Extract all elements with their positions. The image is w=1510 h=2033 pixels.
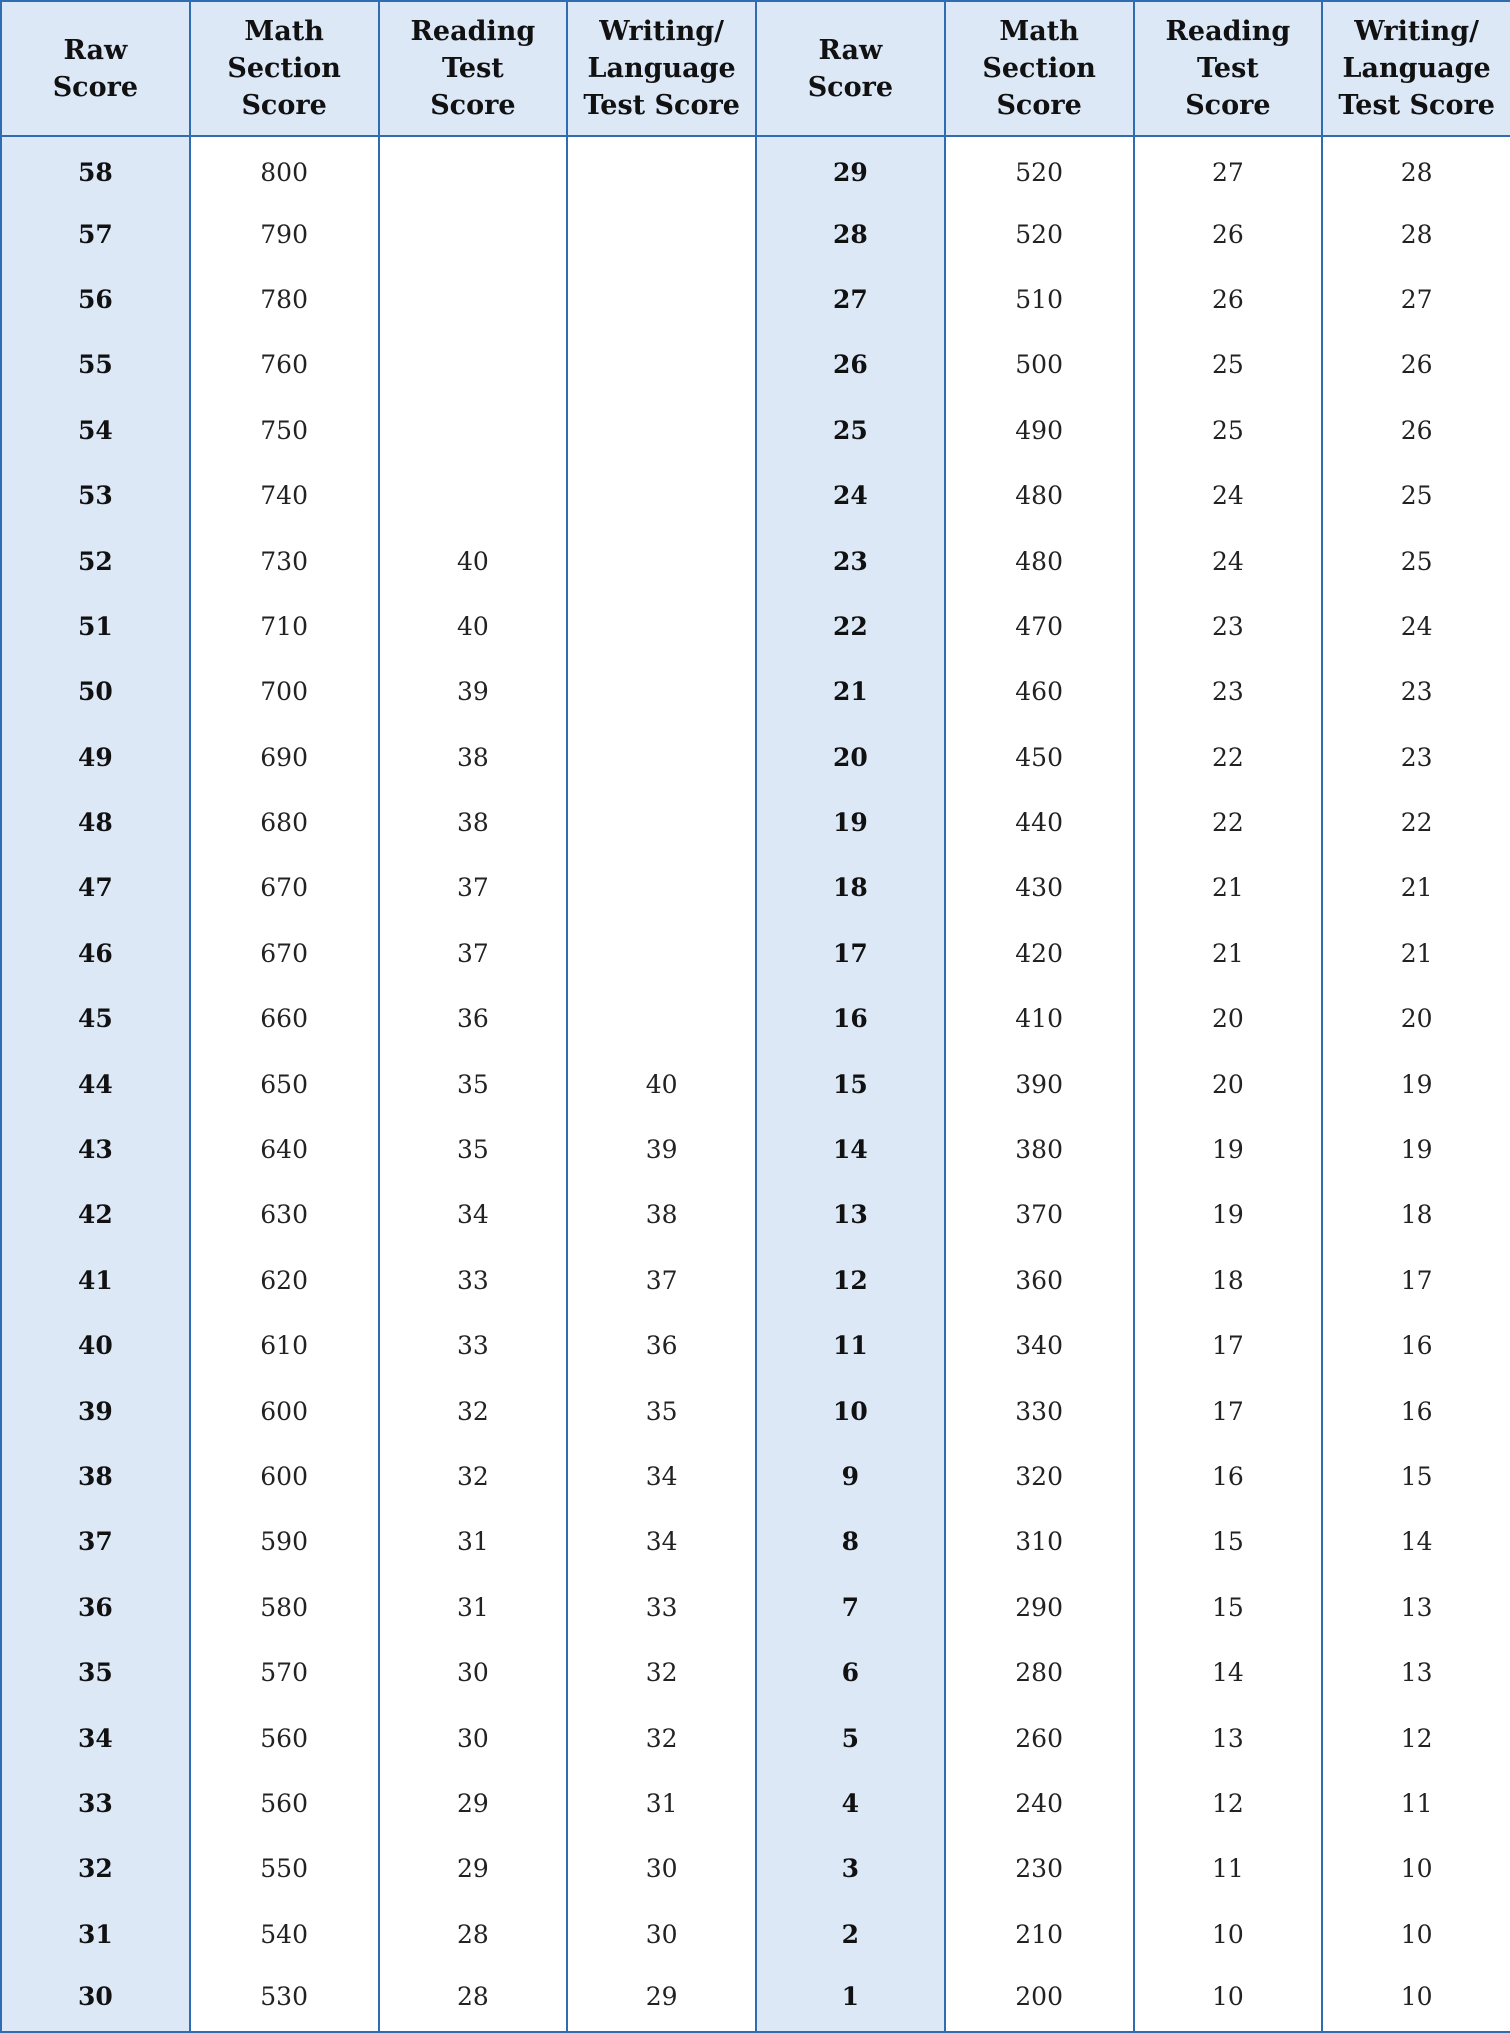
writing-language-test-score-cell: 25 [1322,528,1510,593]
table-row [1,1771,1510,1836]
writing-language-test-score-cell: 10 [1322,1836,1510,1901]
writing-language-test-score-cell: 32 [567,1640,756,1705]
reading-test-score-cell: 13 [1134,1705,1323,1770]
table-row [1,1248,1510,1313]
math-section-score-cell: 550 [190,1836,379,1901]
writing-language-test-score-cell: 26 [1322,332,1510,397]
raw-score-cell: 36 [1,1575,190,1640]
raw-score-cell: 1 [756,1967,945,2032]
writing-language-test-score-cell: 34 [567,1509,756,1574]
writing-language-test-score-cell: 26 [1322,398,1510,463]
raw-score-cell: 8 [756,1509,945,1574]
math-section-score-cell: 620 [190,1248,379,1313]
math-section-score-cell: 200 [945,1967,1134,2032]
writing-language-test-score-cell: 13 [1322,1640,1510,1705]
writing-language-test-score-cell: 10 [1322,1902,1510,1967]
math-section-score-cell: 680 [190,790,379,855]
reading-test-score-cell: 10 [1134,1902,1323,1967]
math-section-score-cell: 360 [945,1248,1134,1313]
table-row [1,855,1510,920]
table-row [1,1575,1510,1640]
reading-test-score-cell: 40 [379,528,568,593]
raw-score-cell: 52 [1,528,190,593]
table-row [1,332,1510,397]
raw-score-cell: 35 [1,1640,190,1705]
raw-score-cell: 15 [756,1051,945,1116]
raw-score-cell: 25 [756,398,945,463]
raw-score-cell: 44 [1,1051,190,1116]
header-reading-test-score [1134,1,1323,136]
reading-test-score-cell: 22 [1134,790,1323,855]
writing-language-test-score-cell: 31 [567,1771,756,1836]
writing-language-test-score-cell: 15 [1322,1444,1510,1509]
raw-score-cell: 45 [1,986,190,1051]
math-section-score-cell: 490 [945,398,1134,463]
reading-test-score-cell: 25 [1134,398,1323,463]
raw-score-cell: 29 [756,136,945,201]
reading-test-score-cell: 30 [379,1640,568,1705]
raw-score-cell: 38 [1,1444,190,1509]
reading-test-score-cell: 14 [1134,1640,1323,1705]
math-section-score-cell: 690 [190,725,379,790]
table-row [1,1967,1510,2032]
reading-test-score-cell: 18 [1134,1248,1323,1313]
math-section-score-cell: 370 [945,1182,1134,1247]
reading-test-score-cell: 15 [1134,1509,1323,1574]
writing-language-test-score-cell [567,725,756,790]
math-section-score-cell: 510 [945,267,1134,332]
reading-test-score-cell: 20 [1134,1051,1323,1116]
table-row [1,201,1510,266]
raw-score-cell: 3 [756,1836,945,1901]
header-math-section-score [190,1,379,136]
writing-language-test-score-cell: 36 [567,1313,756,1378]
raw-score-cell: 4 [756,1771,945,1836]
writing-language-test-score-cell: 30 [567,1902,756,1967]
reading-test-score-cell: 10 [1134,1967,1323,2032]
math-section-score-cell: 790 [190,201,379,266]
reading-test-score-cell: 15 [1134,1575,1323,1640]
math-section-score-cell: 650 [190,1051,379,1116]
header-math-section-score [945,1,1134,136]
raw-score-cell: 39 [1,1378,190,1443]
raw-score-cell: 34 [1,1705,190,1770]
reading-test-score-cell: 23 [1134,659,1323,724]
math-section-score-cell: 310 [945,1509,1134,1574]
raw-score-cell: 40 [1,1313,190,1378]
math-section-score-cell: 230 [945,1836,1134,1901]
table-row [1,1313,1510,1378]
raw-score-cell: 51 [1,594,190,659]
writing-language-test-score-cell: 19 [1322,1117,1510,1182]
reading-test-score-cell: 40 [379,594,568,659]
math-section-score-cell: 610 [190,1313,379,1378]
math-section-score-cell: 570 [190,1640,379,1705]
table-row [1,1444,1510,1509]
raw-score-cell: 18 [756,855,945,920]
writing-language-test-score-cell: 35 [567,1378,756,1443]
reading-test-score-cell: 17 [1134,1378,1323,1443]
header-row [1,1,1510,136]
reading-test-score-cell: 16 [1134,1444,1323,1509]
writing-language-test-score-cell: 23 [1322,725,1510,790]
reading-test-score-cell: 37 [379,855,568,920]
math-section-score-cell: 670 [190,855,379,920]
raw-score-cell: 19 [756,790,945,855]
table-header [1,1,1510,136]
math-section-score-cell: 670 [190,921,379,986]
reading-test-score-cell: 37 [379,921,568,986]
math-section-score-cell: 700 [190,659,379,724]
raw-score-cell: 30 [1,1967,190,2032]
table-row [1,398,1510,463]
raw-score-cell: 48 [1,790,190,855]
header-raw-score [1,1,190,136]
math-section-score-cell: 710 [190,594,379,659]
header-label: Math Section Score [982,16,1096,121]
raw-score-cell: 33 [1,1771,190,1836]
writing-language-test-score-cell [567,986,756,1051]
writing-language-test-score-cell: 17 [1322,1248,1510,1313]
raw-score-cell: 26 [756,332,945,397]
header-label: Reading Test Score [1165,16,1291,121]
math-section-score-cell: 480 [945,528,1134,593]
reading-test-score-cell: 12 [1134,1771,1323,1836]
math-section-score-cell: 540 [190,1902,379,1967]
header-label: Writing/ Language Test Score [583,16,740,121]
raw-score-cell: 13 [756,1182,945,1247]
reading-test-score-cell: 38 [379,790,568,855]
reading-test-score-cell: 24 [1134,528,1323,593]
reading-test-score-cell: 28 [379,1902,568,1967]
raw-score-cell: 21 [756,659,945,724]
reading-test-score-cell: 38 [379,725,568,790]
writing-language-test-score-cell: 28 [1322,136,1510,201]
raw-score-cell: 50 [1,659,190,724]
table-row [1,725,1510,790]
raw-score-cell: 6 [756,1640,945,1705]
writing-language-test-score-cell: 30 [567,1836,756,1901]
raw-score-cell: 32 [1,1836,190,1901]
writing-language-test-score-cell [567,332,756,397]
writing-language-test-score-cell: 14 [1322,1509,1510,1574]
writing-language-test-score-cell: 38 [567,1182,756,1247]
math-section-score-cell: 660 [190,986,379,1051]
raw-score-cell: 9 [756,1444,945,1509]
writing-language-test-score-cell [567,136,756,201]
header-label: Reading Test Score [410,16,536,121]
math-section-score-cell: 600 [190,1378,379,1443]
writing-language-test-score-cell [567,463,756,528]
raw-score-cell: 53 [1,463,190,528]
writing-language-test-score-cell: 23 [1322,659,1510,724]
table-row [1,659,1510,724]
raw-score-cell: 55 [1,332,190,397]
header-writing-language-test-score [567,1,756,136]
reading-test-score-cell: 22 [1134,725,1323,790]
writing-language-test-score-cell: 29 [567,1967,756,2032]
table-row [1,1836,1510,1901]
raw-score-cell: 56 [1,267,190,332]
table-row [1,1509,1510,1574]
math-section-score-cell: 330 [945,1378,1134,1443]
raw-score-cell: 41 [1,1248,190,1313]
math-section-score-cell: 800 [190,136,379,201]
writing-language-test-score-cell: 39 [567,1117,756,1182]
table-row [1,136,1510,201]
raw-score-cell: 17 [756,921,945,986]
reading-test-score-cell: 30 [379,1705,568,1770]
table-row [1,528,1510,593]
table-row [1,463,1510,528]
math-section-score-cell: 450 [945,725,1134,790]
writing-language-test-score-cell: 11 [1322,1771,1510,1836]
reading-test-score-cell: 26 [1134,201,1323,266]
writing-language-test-score-cell [567,398,756,463]
reading-test-score-cell [379,463,568,528]
writing-language-test-score-cell: 27 [1322,267,1510,332]
raw-score-cell: 2 [756,1902,945,1967]
raw-score-cell: 43 [1,1117,190,1182]
reading-test-score-cell: 34 [379,1182,568,1247]
raw-score-cell: 24 [756,463,945,528]
writing-language-test-score-cell: 34 [567,1444,756,1509]
writing-language-test-score-cell [567,659,756,724]
math-section-score-cell: 380 [945,1117,1134,1182]
reading-test-score-cell: 36 [379,986,568,1051]
header-reading-test-score [379,1,568,136]
raw-score-cell: 42 [1,1182,190,1247]
reading-test-score-cell: 19 [1134,1117,1323,1182]
reading-test-score-cell: 32 [379,1378,568,1443]
math-section-score-cell: 460 [945,659,1134,724]
math-section-score-cell: 290 [945,1575,1134,1640]
header-label: Raw Score [52,34,139,103]
reading-test-score-cell [379,332,568,397]
writing-language-test-score-cell [567,921,756,986]
table-row [1,921,1510,986]
writing-language-test-score-cell [567,594,756,659]
math-section-score-cell: 410 [945,986,1134,1051]
reading-test-score-cell: 19 [1134,1182,1323,1247]
raw-score-cell: 31 [1,1902,190,1967]
writing-language-test-score-cell: 37 [567,1248,756,1313]
raw-score-cell: 22 [756,594,945,659]
math-section-score-cell: 520 [945,201,1134,266]
header-raw-score [756,1,945,136]
raw-score-cell: 7 [756,1575,945,1640]
table-body [1,136,1510,2032]
header-label: Raw Score [807,34,894,103]
math-section-score-cell: 760 [190,332,379,397]
raw-score-cell: 14 [756,1117,945,1182]
math-section-score-cell: 560 [190,1705,379,1770]
math-section-score-cell: 630 [190,1182,379,1247]
raw-score-cell: 57 [1,201,190,266]
raw-score-cell: 46 [1,921,190,986]
reading-test-score-cell: 29 [379,1771,568,1836]
table-row [1,594,1510,659]
raw-score-cell: 23 [756,528,945,593]
reading-test-score-cell: 31 [379,1509,568,1574]
reading-test-score-cell: 17 [1134,1313,1323,1378]
raw-score-cell: 28 [756,201,945,266]
math-section-score-cell: 260 [945,1705,1134,1770]
writing-language-test-score-cell: 21 [1322,855,1510,920]
writing-language-test-score-cell [567,267,756,332]
math-section-score-cell: 480 [945,463,1134,528]
math-section-score-cell: 520 [945,136,1134,201]
writing-language-test-score-cell: 32 [567,1705,756,1770]
writing-language-test-score-cell: 40 [567,1051,756,1116]
math-section-score-cell: 530 [190,1967,379,2032]
math-section-score-cell: 780 [190,267,379,332]
reading-test-score-cell: 31 [379,1575,568,1640]
writing-language-test-score-cell: 33 [567,1575,756,1640]
table-row [1,1902,1510,1967]
raw-score-cell: 27 [756,267,945,332]
math-section-score-cell: 430 [945,855,1134,920]
reading-test-score-cell: 20 [1134,986,1323,1051]
reading-test-score-cell: 32 [379,1444,568,1509]
table-row [1,790,1510,855]
writing-language-test-score-cell: 19 [1322,1051,1510,1116]
reading-test-score-cell: 11 [1134,1836,1323,1901]
writing-language-test-score-cell: 25 [1322,463,1510,528]
table-row [1,1640,1510,1705]
math-section-score-cell: 730 [190,528,379,593]
math-section-score-cell: 580 [190,1575,379,1640]
reading-test-score-cell: 27 [1134,136,1323,201]
reading-test-score-cell: 21 [1134,921,1323,986]
reading-test-score-cell: 35 [379,1117,568,1182]
reading-test-score-cell [379,267,568,332]
writing-language-test-score-cell: 21 [1322,921,1510,986]
math-section-score-cell: 210 [945,1902,1134,1967]
reading-test-score-cell: 26 [1134,267,1323,332]
reading-test-score-cell: 23 [1134,594,1323,659]
reading-test-score-cell: 33 [379,1313,568,1378]
math-section-score-cell: 280 [945,1640,1134,1705]
raw-score-cell: 58 [1,136,190,201]
reading-test-score-cell: 24 [1134,463,1323,528]
math-section-score-cell: 440 [945,790,1134,855]
reading-test-score-cell: 33 [379,1248,568,1313]
math-section-score-cell: 340 [945,1313,1134,1378]
raw-score-cell: 47 [1,855,190,920]
table-row [1,1705,1510,1770]
math-section-score-cell: 240 [945,1771,1134,1836]
reading-test-score-cell: 29 [379,1836,568,1901]
writing-language-test-score-cell [567,201,756,266]
reading-test-score-cell: 35 [379,1051,568,1116]
reading-test-score-cell: 28 [379,1967,568,2032]
reading-test-score-cell [379,398,568,463]
raw-score-cell: 16 [756,986,945,1051]
writing-language-test-score-cell: 28 [1322,201,1510,266]
writing-language-test-score-cell: 20 [1322,986,1510,1051]
math-section-score-cell: 420 [945,921,1134,986]
table-row [1,986,1510,1051]
table-row [1,1117,1510,1182]
table-row [1,267,1510,332]
math-section-score-cell: 640 [190,1117,379,1182]
writing-language-test-score-cell [567,528,756,593]
raw-score-cell: 49 [1,725,190,790]
math-section-score-cell: 590 [190,1509,379,1574]
writing-language-test-score-cell: 18 [1322,1182,1510,1247]
writing-language-test-score-cell: 16 [1322,1378,1510,1443]
header-label: Math Section Score [227,16,341,121]
raw-score-cell: 10 [756,1378,945,1443]
writing-language-test-score-cell: 13 [1322,1575,1510,1640]
math-section-score-cell: 500 [945,332,1134,397]
raw-score-cell: 37 [1,1509,190,1574]
reading-test-score-cell: 25 [1134,332,1323,397]
math-section-score-cell: 600 [190,1444,379,1509]
writing-language-test-score-cell: 16 [1322,1313,1510,1378]
raw-score-cell: 12 [756,1248,945,1313]
reading-test-score-cell: 21 [1134,855,1323,920]
raw-score-cell: 20 [756,725,945,790]
reading-test-score-cell: 39 [379,659,568,724]
table-row [1,1378,1510,1443]
raw-score-cell: 5 [756,1705,945,1770]
raw-score-cell: 54 [1,398,190,463]
writing-language-test-score-cell: 10 [1322,1967,1510,2032]
table-row [1,1182,1510,1247]
raw-score-cell: 11 [756,1313,945,1378]
table-row [1,1051,1510,1116]
math-section-score-cell: 390 [945,1051,1134,1116]
writing-language-test-score-cell [567,855,756,920]
writing-language-test-score-cell: 24 [1322,594,1510,659]
writing-language-test-score-cell [567,790,756,855]
math-section-score-cell: 750 [190,398,379,463]
reading-test-score-cell [379,136,568,201]
math-section-score-cell: 740 [190,463,379,528]
math-section-score-cell: 320 [945,1444,1134,1509]
math-section-score-cell: 560 [190,1771,379,1836]
writing-language-test-score-cell: 12 [1322,1705,1510,1770]
header-label: Writing/ Language Test Score [1338,16,1495,121]
writing-language-test-score-cell: 22 [1322,790,1510,855]
math-section-score-cell: 470 [945,594,1134,659]
reading-test-score-cell [379,201,568,266]
header-writing-language-test-score [1322,1,1510,136]
